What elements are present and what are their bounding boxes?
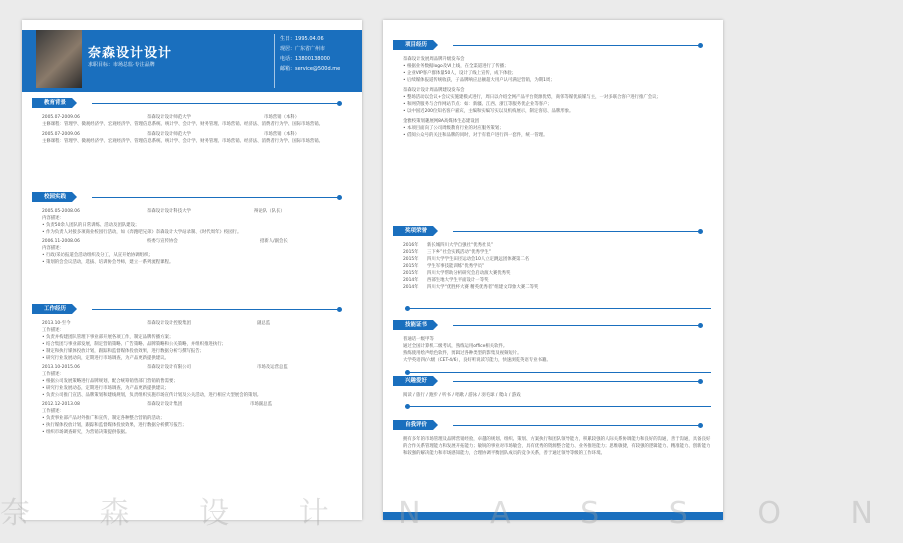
entry-org: 奈森设计设计集团 [147, 402, 183, 407]
entry-date: 2005.05-2008.06 [42, 209, 80, 214]
header-divider [274, 34, 275, 88]
entry-date: 2005.07-2009.06 [42, 115, 80, 120]
entry-bullet: • 行政/采访报道会活动组织及分工，从宣开始协调组织； [42, 252, 352, 259]
entry-bullet: • 负责并构建团队管理下事业部开展各项工作，制定品牌传播方案； [42, 334, 352, 341]
entry-bullet: • 策划的会会议活动，选拔、培训协会导师，建立一系列流程课程。 [42, 259, 352, 266]
section-title: 自我评价 [393, 420, 433, 430]
project-bullet: • 根据业务数据logo及VI上线，在全渠道进行了传播； [403, 63, 713, 70]
project-bullet: • 和网贷服务与合作网站节点：如：新疆、江西、浙江等服务优企业等客户； [403, 101, 713, 108]
entry-bullet: • 根据公司发展策略进行品牌规划，配合统筹销售部门营销销售需要； [42, 378, 352, 385]
section-rule [92, 103, 338, 104]
honor-year: 2015年 [403, 271, 419, 276]
section-dot [337, 101, 342, 106]
profile-photo [36, 30, 82, 88]
honors-heading [393, 226, 713, 240]
entry-label: 工作描述： [42, 328, 64, 333]
entry-bullet: • 制定和执行媒体投放计划，跟踪和监督媒体投放效果，进行数据分析与撰写报告； [42, 348, 352, 355]
entry-org: 奈森设计设计控股集团 [147, 321, 191, 326]
entry-date: 2005.07-2009.06 [42, 132, 80, 137]
entry-org: 奈森设计设计科技大学 [147, 209, 191, 214]
entry-label: 工作描述： [42, 372, 64, 377]
work-entry-head [42, 401, 352, 408]
section-divider [405, 308, 711, 309]
project-bullet: • 整场活动以会议+会议实施建模式进行，周日以介绍全网产品平台资源优势，商邻等媒优质媒与主，一对多联合客户进行推广会议； [403, 94, 713, 101]
project-bullet: • 以中国近200位知名客户嘉宾，主编和实编写实以及机构展示，制定客房、品牌形象。 [403, 108, 713, 115]
honor-text: 学生军事技能训练“优秀学员” [427, 264, 485, 269]
section-rule [92, 309, 338, 310]
section-dot [337, 195, 342, 200]
honor-year: 2014年 [403, 285, 419, 290]
section-rule [453, 325, 699, 326]
honor-text: 三下乡”社会实践活动“优秀学生” [427, 250, 491, 255]
section-divider [405, 372, 711, 373]
section-rule [453, 381, 699, 382]
resume-page-1 [22, 20, 362, 520]
hobbies-heading [393, 376, 713, 390]
self-eval-text: 拥有多年的市场管理及品牌营销经验，卓越的规划、组织、策划、方案执行和团队领导能力，积累较强的人际关系协调能力和良好的沟通，善于沟通，具备良好的合作关系管理能力和发展开拓能力；敏锐的事业对市场敏会，具有优秀的资源整合能力、业务推进能力；思维敏捷，有较强的逻辑能力、精准能力、创新能力和较强的解决能力和市场感知能力，合理协调平衡团队成员的竞争关系，善于通过领导等级的工作环境。 [403, 437, 711, 456]
entry-label: 内容描述： [42, 246, 64, 251]
entry-date: 2006.11-2008.06 [42, 239, 80, 244]
entry-major: 市场营销（本科） [264, 132, 300, 137]
project-name: 奈森设计设计周品牌建设发布会 [403, 88, 465, 93]
entry-label: 内容描述： [42, 216, 64, 221]
section-dot [337, 307, 342, 312]
entry-bullet: • 作为负责人对接多项商业校园行活动，如《奔跑吧兄弟》奈森设计大学站录制、《时代周年》校园行。 [42, 229, 352, 236]
entry-bullet: • 组织市场调查研究，为营销决策提供依据。 [42, 429, 352, 436]
email: 邮箱：service@500d.me [280, 66, 341, 72]
section-rule [453, 231, 699, 232]
entry-bullet: • 结合集团与事业部发展，制定营销策略、广告策略、品牌策略和公关策略，并组织推进执行； [42, 341, 352, 348]
honor-item [403, 256, 713, 263]
projects-heading [393, 40, 713, 54]
section-dot [698, 43, 703, 48]
candidate-name: 奈森设计设计 [88, 46, 173, 61]
entry-text: 主修课程：管理学、微观经济学、宏观经济学、管理信息系统、统计学、会计学、财务管理、市场营销、经济法、消费者行为学、国际市场营销。 [42, 139, 324, 144]
section-dot [698, 229, 703, 234]
section-rule [92, 197, 338, 198]
section-dot [698, 379, 703, 384]
work-heading [32, 304, 352, 318]
honor-item [403, 242, 713, 249]
section-rule [453, 45, 699, 46]
work-entry-head [42, 364, 352, 371]
project-name: 奈森设计发展周品牌升级发布会 [403, 57, 465, 62]
entry-org: 校委与宣传协会 [147, 239, 178, 244]
entry-bullet: • 执行媒体投放计划，跟踪和监督媒体投放效果，进行数据分析撰写报告； [42, 422, 352, 429]
entry-bullet: • 负责公司推门宣活、品牌策划和建线规划，负责组织实施市场宣传计划及公关活动，进行相应大型展会的策划。 [42, 392, 352, 399]
resume-header [22, 20, 362, 98]
job-goal: 求职目标：市场总监·专注品牌 [88, 62, 155, 68]
watermark: 奈 森 设 计 N A S S O N [0, 496, 903, 531]
contact-info [280, 34, 340, 74]
certs-list [403, 336, 713, 364]
section-title: 工作经历 [32, 304, 72, 314]
section-title: 教育背景 [32, 98, 72, 108]
entry-date: 2012.12-2013.08 [42, 402, 80, 407]
project-name: 金雅校策划趣展网8A高媒体生态建设团 [403, 119, 480, 124]
project-bullet: • 本项目面向了公司周级教育行业的对应服务策划； [403, 125, 713, 132]
honor-text: 西部生地大学生平面设计一等奖 [427, 278, 489, 283]
entry-bullet: • 负责事业部产品对外推广和宣传，制定各种整合营销的活动； [42, 415, 352, 422]
section-title: 校园实践 [32, 192, 72, 202]
project-bullet: • 后续媒体报道传统收获，子品牌响应总额超大用户认可满足营销，为期1周； [403, 77, 713, 84]
honor-year: 2015年 [403, 257, 419, 262]
projects-list [403, 56, 713, 139]
birth-date: 生日：1995.04.06 [280, 36, 324, 42]
work-entry-head [42, 320, 352, 327]
entry-school: 奈森设计设计师范大学 [147, 132, 191, 137]
campus-list [42, 208, 352, 266]
campus-entry-head [42, 238, 352, 245]
honor-text: 四川大学学生田径运动会10人立定跳远团体赛第二名 [427, 257, 530, 262]
section-title: 技能证书 [393, 320, 433, 330]
section-title: 奖项荣誉 [393, 226, 433, 236]
entry-role: 市场及运营总监 [257, 365, 288, 370]
certs-heading [393, 320, 713, 334]
honor-item [403, 263, 713, 270]
entry-school: 奈森设计设计师范大学 [147, 115, 191, 120]
resume-page-2 [383, 20, 723, 520]
entry-role: 市场副总监 [250, 402, 272, 407]
entry-date: 2013.10-至今 [42, 321, 71, 326]
entry-org: 奈森设计设计有限公司 [147, 365, 191, 370]
entry-role: 招新人/副会长 [260, 239, 288, 244]
honor-item [403, 284, 713, 291]
education-entry-head [42, 114, 352, 121]
honor-item [403, 249, 713, 256]
honor-year: 2015年 [403, 264, 419, 269]
entry-label: 工作描述： [42, 409, 64, 414]
honor-year: 2015年 [403, 250, 419, 255]
section-rule [453, 425, 699, 426]
cert-line: 通过全国计算机二级考试，熟练运用office相关软件。 [403, 344, 508, 349]
project-bullet: • 企业VIP客户群体量50人，设计了线上宣传，成下体验； [403, 70, 713, 77]
work-list [42, 320, 352, 436]
entry-bullet: • 研究行业发展动态，定期进行市场调查，为产品更新提供建议； [42, 385, 352, 392]
section-dot [698, 323, 703, 328]
cert-line: 普通话一级甲等 [403, 337, 434, 342]
location: 现居：广东省广州市 [280, 46, 326, 52]
hobbies-block [403, 392, 713, 399]
honor-year: 2016年 [403, 243, 419, 248]
hobbies-text: 阅读 / 旅行 / 跑步 / 听书 / 唱歌 / 游泳 / 羽毛球 / 爬山 / 游戏 [403, 393, 521, 398]
section-title: 项目经历 [393, 40, 433, 50]
entry-role: 辩论队（队长） [254, 209, 285, 214]
cert-line: 熟练使用绘声绘色软件，剪辑过各种类型的影集及视频短片。 [403, 351, 522, 356]
honor-item [403, 270, 713, 277]
campus-entry-head [42, 208, 352, 215]
cert-line: 大学英语四/六级（CET-4/6），良好听说读写能力，快速浏览英语专业书籍。 [403, 358, 551, 363]
entry-role: 副总监 [257, 321, 271, 326]
honor-item [403, 277, 713, 284]
entry-major: 市场营销（本科） [264, 115, 300, 120]
self-eval-block [403, 436, 713, 457]
honors-list [403, 242, 713, 291]
project-bullet: • 借阅公众号的关注和品牌的同时，对于有着户进行四一套件，统一管理。 [403, 132, 713, 139]
education-entry-head [42, 131, 352, 138]
section-title: 兴趣爱好 [393, 376, 433, 386]
entry-date: 2013.10-2015.06 [42, 365, 80, 370]
education-list [42, 114, 352, 145]
entry-bullet: • 负责50余人团队的日常训练、活动及团队建设； [42, 222, 352, 229]
entry-text: 主修课程：管理学、微观经济学、宏观经济学、管理信息系统、统计学、会计学、财务管理、市场营销、经济法、消费者行为学、国际市场营销。 [42, 122, 324, 127]
honor-text: 四川大学帮助分析研究会启动演大赛优秀奖 [427, 271, 511, 276]
section-divider [405, 406, 711, 407]
phone: 电话：13800138000 [280, 56, 330, 62]
entry-bullet: • 研究行业发展动向，定期进行市场调查，为产品更新提供建议。 [42, 355, 352, 362]
education-heading [32, 98, 352, 112]
honor-year: 2014年 [403, 278, 419, 283]
honor-text: 新长城四川大学自强社“优秀社员” [427, 243, 494, 248]
section-dot [698, 423, 703, 428]
campus-heading [32, 192, 352, 206]
honor-text: 四川大学“优胜杯大赛 精英优秀者”组建文印象大赛二等奖 [427, 285, 539, 290]
self-eval-heading [393, 420, 713, 434]
